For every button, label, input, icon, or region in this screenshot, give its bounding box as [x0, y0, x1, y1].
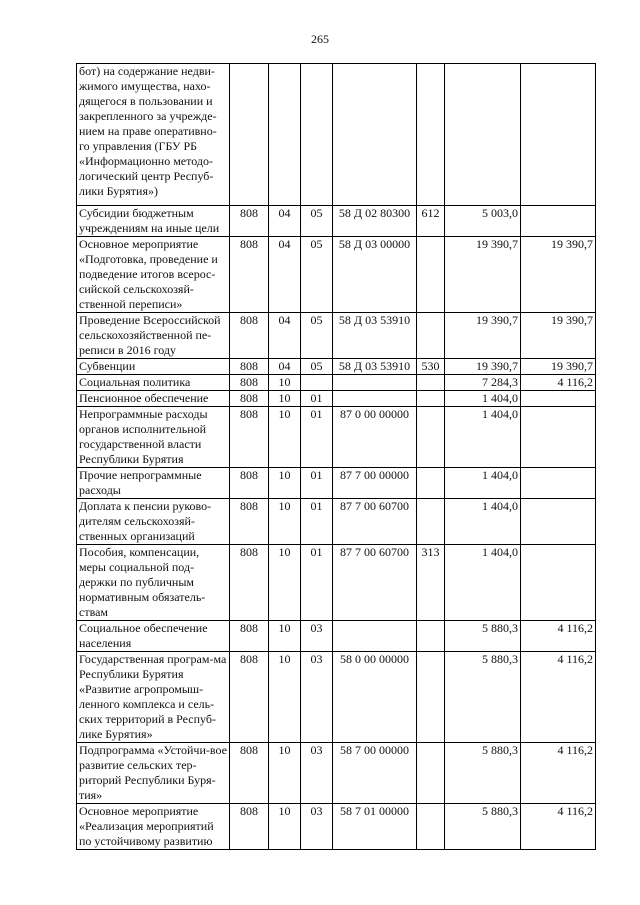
- section-cell: 04: [269, 206, 301, 237]
- amount-year2-cell: 4 116,2: [521, 743, 596, 804]
- section-cell: 10: [269, 743, 301, 804]
- subsection-cell: 05: [301, 206, 333, 237]
- target-article-cell: 58 0 00 00000: [333, 652, 417, 743]
- expense-type-cell: [417, 468, 445, 499]
- row-name-cell: Подпрограмма «Устойчи-вое развитие сельских тер-риторий Республики Буря-тия»: [77, 743, 230, 804]
- amount-year2-cell: 19 390,7: [521, 313, 596, 359]
- budget-table: [76, 63, 596, 850]
- row-name-cell: Прочие непрограммные расходы: [77, 468, 230, 499]
- row-name-cell: Доплата к пенсии руково-дителям сельскохозяй-ственных организаций: [77, 499, 230, 545]
- row-name-cell: Социальная политика: [77, 375, 230, 391]
- table-row: [77, 499, 596, 545]
- target-article-cell: [333, 391, 417, 407]
- row-name-cell: Непрограммные расходы органов исполнительной государственной власти Республики Бурятия: [77, 407, 230, 468]
- amount-year1-cell: 5 880,3: [445, 652, 521, 743]
- amount-year1-cell: 1 404,0: [445, 468, 521, 499]
- target-article-cell: [333, 375, 417, 391]
- expense-type-cell: [417, 313, 445, 359]
- amount-year2-cell: 4 116,2: [521, 652, 596, 743]
- row-name-cell: Проведение Всероссийской сельскохозяйственной пе-реписи в 2016 году: [77, 313, 230, 359]
- expense-type-cell: [417, 237, 445, 313]
- subsection-cell: 05: [301, 237, 333, 313]
- table-row: [77, 804, 596, 850]
- amount-year1-cell: 5 880,3: [445, 743, 521, 804]
- target-article-cell: [333, 64, 417, 206]
- expense-type-cell: 313: [417, 545, 445, 621]
- section-cell: 10: [269, 499, 301, 545]
- target-article-cell: 58 7 01 00000: [333, 804, 417, 850]
- section-cell: 04: [269, 313, 301, 359]
- table-row: [77, 375, 596, 391]
- expense-type-cell: [417, 652, 445, 743]
- grbs-cell: 808: [230, 237, 269, 313]
- grbs-cell: 808: [230, 545, 269, 621]
- expense-type-cell: [417, 375, 445, 391]
- row-name-cell: Основное мероприятие «Реализация мероприятий по устойчивому развитию: [77, 804, 230, 850]
- target-article-cell: 58 Д 03 53910: [333, 313, 417, 359]
- target-article-cell: 58 Д 03 00000: [333, 237, 417, 313]
- expense-type-cell: [417, 407, 445, 468]
- amount-year2-cell: [521, 499, 596, 545]
- expense-type-cell: [417, 499, 445, 545]
- grbs-cell: 808: [230, 804, 269, 850]
- table-row: [77, 206, 596, 237]
- amount-year2-cell: 4 116,2: [521, 375, 596, 391]
- grbs-cell: 808: [230, 391, 269, 407]
- section-cell: 10: [269, 391, 301, 407]
- row-name-cell: Основное мероприятие «Подготовка, проведение и подведение итогов всерос-сийской сельскохозяй-ственной переписи»: [77, 237, 230, 313]
- subsection-cell: 01: [301, 391, 333, 407]
- subsection-cell: 03: [301, 652, 333, 743]
- row-name-cell: Социальное обеспечение населения: [77, 621, 230, 652]
- amount-year1-cell: 19 390,7: [445, 313, 521, 359]
- grbs-cell: 808: [230, 743, 269, 804]
- row-name-cell: Пособия, компенсации, меры социальной под-держки по публичным нормативным обязатель-ствам: [77, 545, 230, 621]
- subsection-cell: 05: [301, 359, 333, 375]
- amount-year2-cell: [521, 468, 596, 499]
- expense-type-cell: [417, 621, 445, 652]
- amount-year2-cell: [521, 407, 596, 468]
- section-cell: 10: [269, 652, 301, 743]
- section-cell: 04: [269, 359, 301, 375]
- amount-year2-cell: [521, 545, 596, 621]
- amount-year1-cell: 1 404,0: [445, 499, 521, 545]
- section-cell: 10: [269, 375, 301, 391]
- grbs-cell: 808: [230, 313, 269, 359]
- table-body: [77, 64, 596, 850]
- section-cell: [269, 64, 301, 206]
- expense-type-cell: [417, 391, 445, 407]
- target-article-cell: 87 7 00 60700: [333, 499, 417, 545]
- subsection-cell: 05: [301, 313, 333, 359]
- table-row: [77, 407, 596, 468]
- section-cell: 10: [269, 621, 301, 652]
- amount-year1-cell: 19 390,7: [445, 237, 521, 313]
- subsection-cell: [301, 64, 333, 206]
- target-article-cell: 87 7 00 00000: [333, 468, 417, 499]
- page-number: 265: [311, 32, 329, 46]
- target-article-cell: 87 0 00 00000: [333, 407, 417, 468]
- subsection-cell: 01: [301, 407, 333, 468]
- section-cell: 10: [269, 407, 301, 468]
- row-name-cell: Государственная програм-ма Республики Бурятия «Развитие агропромыш-ленного комплекса и сель-ских территорий в Респуб-лике Бурятия»: [77, 652, 230, 743]
- amount-year2-cell: 4 116,2: [521, 804, 596, 850]
- amount-year1-cell: 5 003,0: [445, 206, 521, 237]
- expense-type-cell: 530: [417, 359, 445, 375]
- row-name-cell: бот) на содержание недви-жимого имущества, нахо-дящегося в пользовании и закрепленного за учрежде-нием на праве оперативно-го управления (ГБУ РБ «Информационно методо-логический центр Респуб-лики Бурятия»): [77, 64, 230, 206]
- target-article-cell: [333, 621, 417, 652]
- target-article-cell: 58 Д 02 80300: [333, 206, 417, 237]
- grbs-cell: 808: [230, 359, 269, 375]
- subsection-cell: 03: [301, 621, 333, 652]
- grbs-cell: 808: [230, 206, 269, 237]
- table-row: [77, 237, 596, 313]
- section-cell: 10: [269, 545, 301, 621]
- grbs-cell: 808: [230, 499, 269, 545]
- amount-year1-cell: 7 284,3: [445, 375, 521, 391]
- section-cell: 04: [269, 237, 301, 313]
- table-row: [77, 652, 596, 743]
- amount-year2-cell: [521, 64, 596, 206]
- table-row: [77, 743, 596, 804]
- target-article-cell: 87 7 00 60700: [333, 545, 417, 621]
- expense-type-cell: [417, 743, 445, 804]
- subsection-cell: 01: [301, 468, 333, 499]
- expense-type-cell: [417, 804, 445, 850]
- amount-year2-cell: [521, 206, 596, 237]
- row-name-cell: Пенсионное обеспечение: [77, 391, 230, 407]
- grbs-cell: 808: [230, 652, 269, 743]
- grbs-cell: 808: [230, 468, 269, 499]
- subsection-cell: 03: [301, 804, 333, 850]
- amount-year1-cell: 1 404,0: [445, 545, 521, 621]
- amount-year2-cell: 4 116,2: [521, 621, 596, 652]
- subsection-cell: 01: [301, 499, 333, 545]
- subsection-cell: 03: [301, 743, 333, 804]
- amount-year1-cell: 5 880,3: [445, 621, 521, 652]
- grbs-cell: 808: [230, 407, 269, 468]
- table-row: [77, 359, 596, 375]
- grbs-cell: 808: [230, 375, 269, 391]
- amount-year1-cell: 1 404,0: [445, 391, 521, 407]
- expense-type-cell: 612: [417, 206, 445, 237]
- table-row: [77, 313, 596, 359]
- amount-year1-cell: [445, 64, 521, 206]
- amount-year1-cell: 19 390,7: [445, 359, 521, 375]
- row-name-cell: Субсидии бюджетным учреждениям на иные цели: [77, 206, 230, 237]
- table-row: [77, 64, 596, 206]
- amount-year2-cell: 19 390,7: [521, 237, 596, 313]
- amount-year1-cell: 1 404,0: [445, 407, 521, 468]
- subsection-cell: [301, 375, 333, 391]
- amount-year1-cell: 5 880,3: [445, 804, 521, 850]
- section-cell: 10: [269, 468, 301, 499]
- grbs-cell: [230, 64, 269, 206]
- section-cell: 10: [269, 804, 301, 850]
- amount-year2-cell: 19 390,7: [521, 359, 596, 375]
- subsection-cell: 01: [301, 545, 333, 621]
- table-row: [77, 468, 596, 499]
- expense-type-cell: [417, 64, 445, 206]
- amount-year2-cell: [521, 391, 596, 407]
- table-row: [77, 391, 596, 407]
- row-name-cell: Субвенции: [77, 359, 230, 375]
- target-article-cell: 58 7 00 00000: [333, 743, 417, 804]
- target-article-cell: 58 Д 03 53910: [333, 359, 417, 375]
- grbs-cell: 808: [230, 621, 269, 652]
- table-row: [77, 621, 596, 652]
- table-row: [77, 545, 596, 621]
